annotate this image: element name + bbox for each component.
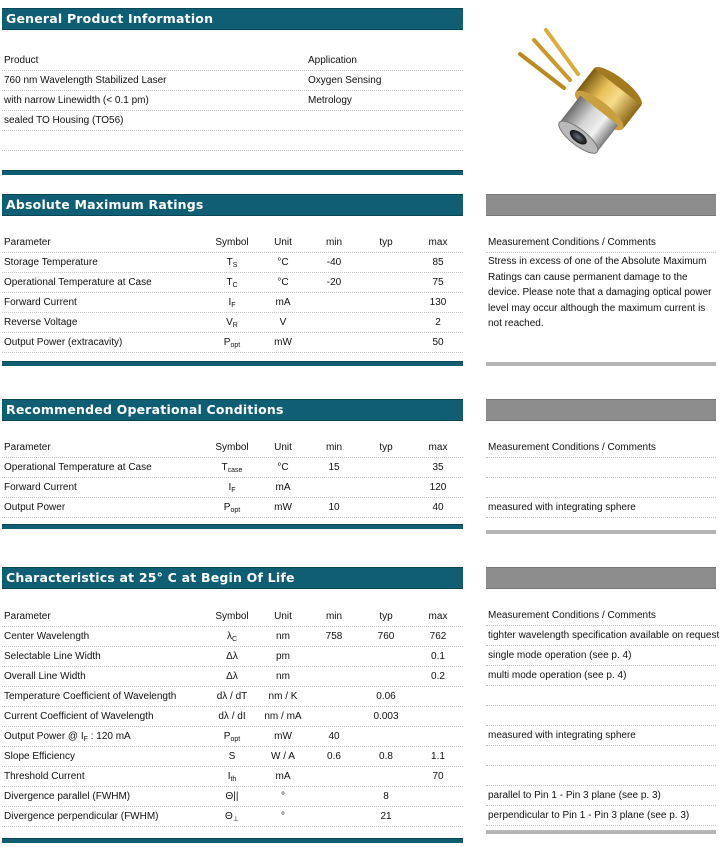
symbol-cell <box>198 253 266 275</box>
col-comments: Measurement Conditions / Comments <box>486 606 716 626</box>
absolute-max-section <box>2 194 463 366</box>
symbol-cell <box>198 313 266 335</box>
parameter-text: Overall Line Width <box>4 671 86 682</box>
table-row <box>2 253 463 273</box>
symbol-text: P <box>223 731 231 742</box>
comment-row: tighter wavelength specification available on request <box>486 626 716 646</box>
parameter-cell <box>4 707 154 726</box>
recommended-section <box>2 399 463 529</box>
symbol-subscript: case <box>227 467 243 474</box>
general-product-header: General Product Information <box>2 8 463 30</box>
parameter-text: Divergence perpendicular (FWHM) <box>4 811 159 822</box>
max-cell: 75 <box>432 277 444 288</box>
characteristics-column-headers <box>2 607 463 627</box>
characteristics-comment-header <box>486 567 716 589</box>
parameter-text: Output Power (extracavity) <box>4 337 123 348</box>
comment-row: single mode operation (see p. 4) <box>486 646 716 666</box>
symbol-text: dλ / dT <box>216 691 248 702</box>
table-row <box>2 687 463 707</box>
symbol-text: I <box>228 297 232 308</box>
col-min: min <box>325 611 343 622</box>
parameter-text: Forward Current <box>4 297 77 308</box>
max-cell: 70 <box>432 771 444 782</box>
parameter-text: Forward Current <box>4 482 77 493</box>
col-parameter: Parameter <box>4 611 51 622</box>
absolute-footer-bar <box>2 361 463 366</box>
col-typ: typ <box>379 442 393 453</box>
table-row <box>2 313 463 333</box>
symbol-cell <box>198 807 266 829</box>
comment-row <box>486 706 716 726</box>
parameter-cell <box>4 667 86 686</box>
parameter-cell <box>4 647 101 666</box>
comment-row <box>486 458 716 478</box>
unit-cell: V <box>279 317 287 328</box>
unit-cell: ° <box>281 811 285 822</box>
unit-cell: mA <box>275 482 291 493</box>
unit-cell: pm <box>276 651 290 662</box>
parameter-cell <box>4 727 131 749</box>
symbol-cell <box>198 333 266 355</box>
unit-cell: mA <box>275 297 291 308</box>
unit-cell: mW <box>274 337 292 348</box>
unit-cell: mA <box>275 771 291 782</box>
absolute-max-header: Absolute Maximum Ratings <box>2 194 463 216</box>
col-parameter: Parameter <box>4 442 51 453</box>
min-cell: 10 <box>328 502 340 513</box>
absolute-column-headers <box>2 233 463 253</box>
symbol-cell <box>198 273 266 295</box>
symbol-subscript: th <box>230 776 237 783</box>
typ-cell: 8 <box>383 791 389 802</box>
symbol-cell <box>198 293 266 315</box>
unit-cell: °C <box>277 462 289 473</box>
table-row <box>2 627 463 647</box>
general-row <box>2 91 463 111</box>
comment-row <box>486 686 716 706</box>
table-row <box>2 273 463 293</box>
parameter-cell <box>4 313 77 332</box>
symbol-text: Δλ <box>226 651 238 662</box>
table-row <box>2 333 463 353</box>
parameter-text: Threshold Current <box>4 771 85 782</box>
typ-cell: 0.06 <box>376 691 396 702</box>
min-cell: 758 <box>325 631 343 642</box>
parameter-cell <box>4 273 152 292</box>
table-row <box>2 293 463 313</box>
max-cell: 35 <box>432 462 444 473</box>
table-row <box>2 498 463 518</box>
table-row <box>2 458 463 478</box>
parameter-cell <box>4 807 159 826</box>
parameter-tail: : 120 mA <box>87 731 131 742</box>
symbol-cell <box>198 458 266 480</box>
symbol-subscript: opt <box>230 507 241 514</box>
col-parameter: Parameter <box>4 237 51 248</box>
product-cell: sealed TO Housing (TO56) <box>4 115 124 126</box>
unit-cell: °C <box>277 257 289 268</box>
max-cell: 40 <box>432 502 444 513</box>
general-column-headers <box>2 51 463 71</box>
table-row <box>2 667 463 687</box>
parameter-text: Reverse Voltage <box>4 317 78 328</box>
absolute-comment-footer <box>486 362 716 366</box>
col-unit: Unit <box>274 237 292 248</box>
application-cell: Oxygen Sensing <box>308 75 382 86</box>
symbol-text: T <box>226 257 233 268</box>
parameter-text: Temperature Coefficient of Wavelength <box>4 691 177 702</box>
symbol-cell <box>198 647 266 666</box>
symbol-subscript: F <box>231 302 236 309</box>
col-min: min <box>325 237 343 248</box>
unit-cell: mW <box>274 731 292 742</box>
comment-row: multi mode operation (see p. 4) <box>486 666 716 686</box>
general-row <box>2 71 463 91</box>
recommended-comment-header <box>486 399 716 421</box>
comment-row <box>486 478 716 498</box>
col-min: min <box>325 442 343 453</box>
application-label: Application <box>308 55 357 66</box>
unit-cell: nm / mA <box>264 711 302 722</box>
comment-row <box>486 766 716 786</box>
absolute-comment-header <box>486 194 716 216</box>
characteristics-comments <box>486 606 720 826</box>
product-label: Product <box>4 55 39 66</box>
symbol-subscript: opt <box>230 342 241 349</box>
symbol-text: λ <box>226 631 232 642</box>
table-row <box>2 727 463 747</box>
symbol-text: Δλ <box>226 671 238 682</box>
min-cell: -20 <box>326 277 342 288</box>
symbol-cell <box>198 627 266 649</box>
symbol-text: dλ / dI <box>218 711 246 722</box>
typ-cell: 0.8 <box>379 751 393 762</box>
comment-row: perpendicular to Pin 1 - Pin 3 plane (see p. 3) <box>486 806 716 826</box>
symbol-cell <box>198 767 266 789</box>
col-symbol: Symbol <box>215 442 249 453</box>
symbol-cell <box>198 747 266 766</box>
col-symbol: Symbol <box>215 611 249 622</box>
symbol-cell <box>198 707 266 726</box>
symbol-cell <box>198 667 266 686</box>
table-row <box>2 478 463 498</box>
parameter-cell <box>4 627 89 646</box>
min-cell: 15 <box>328 462 340 473</box>
min-cell: 0.6 <box>327 751 341 762</box>
parameter-cell <box>4 498 65 517</box>
parameter-text: Operational Temperature at Case <box>4 277 152 288</box>
unit-cell: °C <box>277 277 289 288</box>
symbol-cell <box>198 478 266 500</box>
recommended-column-headers <box>2 438 463 458</box>
col-typ: typ <box>379 237 393 248</box>
symbol-subscript: C <box>232 282 238 289</box>
parameter-cell <box>4 293 77 312</box>
comment-row: measured with integrating sphere <box>486 726 716 746</box>
parameter-subscript: F <box>83 736 88 743</box>
symbol-subscript: R <box>232 322 238 329</box>
unit-cell: W / A <box>271 751 295 762</box>
parameter-text: Divergence parallel (FWHM) <box>4 791 131 802</box>
symbol-cell <box>198 727 266 749</box>
max-cell: 0.1 <box>431 651 445 662</box>
application-cell: Metrology <box>308 95 352 106</box>
max-cell: 0.2 <box>431 671 445 682</box>
col-typ: typ <box>379 611 393 622</box>
parameter-text: Operational Temperature at Case <box>4 462 152 473</box>
col-max: max <box>428 611 448 622</box>
col-symbol: Symbol <box>215 237 249 248</box>
general-product-section <box>2 8 463 175</box>
characteristics-footer-bar <box>2 838 463 843</box>
symbol-text: V <box>226 317 233 328</box>
parameter-text: Output Power <box>4 502 66 513</box>
symbol-text: I <box>227 771 231 782</box>
col-unit: Unit <box>274 611 292 622</box>
laser-diode-image <box>508 22 668 172</box>
parameter-text: Current Coefficient of Wavelength <box>4 711 154 722</box>
col-unit: Unit <box>274 442 292 453</box>
max-cell: 2 <box>435 317 441 328</box>
absolute-comment-text: Stress in excess of one of the Absolute Maximum Ratings can cause permanent damage to the device. Please note that a damaging optical power level may occur although the maximum current is not reached. <box>488 256 712 329</box>
table-row <box>2 767 463 787</box>
general-row <box>2 111 463 131</box>
unit-cell: mW <box>274 502 292 513</box>
recommended-footer-bar <box>2 524 463 529</box>
col-comments: Measurement Conditions / Comments <box>486 438 716 458</box>
recommended-comments <box>486 438 716 518</box>
general-footer-bar <box>2 170 463 175</box>
unit-cell: nm / K <box>268 691 298 702</box>
typ-cell: 760 <box>377 631 395 642</box>
parameter-text: Selectable Line Width <box>4 651 101 662</box>
max-cell: 50 <box>432 337 444 348</box>
general-row <box>2 131 463 151</box>
unit-cell: nm <box>276 631 290 642</box>
comment-row <box>486 746 716 766</box>
min-cell: 40 <box>328 731 340 742</box>
symbol-cell <box>198 498 266 520</box>
parameter-cell <box>4 767 85 786</box>
parameter-text: Output Power @ I <box>4 731 84 742</box>
min-cell: -40 <box>326 257 342 268</box>
product-cell: with narrow Linewidth (< 0.1 pm) <box>4 95 149 106</box>
max-cell: 85 <box>432 257 444 268</box>
unit-cell: nm <box>276 671 290 682</box>
table-row <box>2 647 463 667</box>
max-cell: 1.1 <box>431 751 445 762</box>
parameter-cell <box>4 687 176 706</box>
table-row <box>2 707 463 727</box>
parameter-cell <box>4 253 98 272</box>
recommended-comment-footer <box>486 530 716 534</box>
max-cell: 120 <box>429 482 447 493</box>
symbol-subscript: ⊥ <box>232 816 239 823</box>
unit-cell: ° <box>281 791 285 802</box>
typ-cell: 0.003 <box>373 711 399 722</box>
max-cell: 762 <box>429 631 447 642</box>
recommended-header: Recommended Operational Conditions <box>2 399 463 421</box>
max-cell: 130 <box>429 297 447 308</box>
table-row <box>2 747 463 767</box>
typ-cell: 21 <box>380 811 392 822</box>
col-comments: Measurement Conditions / Comments <box>486 233 716 253</box>
parameter-cell <box>4 478 77 497</box>
symbol-text: Θ <box>225 811 233 822</box>
symbol-text: Θ|| <box>225 791 239 802</box>
table-row <box>2 807 463 827</box>
parameter-cell <box>4 458 152 477</box>
symbol-subscript: C <box>231 636 238 643</box>
comment-row: parallel to Pin 1 - Pin 3 plane (see p. 3) <box>486 786 716 806</box>
parameter-text: Slope Efficiency <box>4 751 75 762</box>
parameter-text: Center Wavelength <box>4 631 90 642</box>
symbol-subscript: S <box>232 262 238 269</box>
symbol-text: I <box>228 482 232 493</box>
characteristics-comment-footer <box>486 830 716 834</box>
symbol-text: T <box>226 277 233 288</box>
symbol-text: S <box>228 751 236 762</box>
table-row <box>2 787 463 807</box>
product-cell: 760 nm Wavelength Stabilized Laser <box>4 75 167 86</box>
parameter-cell <box>4 747 75 766</box>
characteristics-section <box>2 567 463 843</box>
parameter-cell <box>4 333 122 352</box>
symbol-cell <box>198 787 266 806</box>
symbol-subscript: opt <box>230 736 241 743</box>
col-max: max <box>428 237 448 248</box>
symbol-cell <box>198 687 266 706</box>
absolute-comments <box>486 233 716 333</box>
comment-row: measured with integrating sphere <box>486 498 716 518</box>
symbol-subscript: F <box>231 487 236 494</box>
symbol-text: T <box>221 462 228 473</box>
symbol-text: P <box>223 337 231 348</box>
symbol-text: P <box>223 502 231 513</box>
parameter-text: Storage Temperature <box>4 257 98 268</box>
characteristics-header: Characteristics at 25° C at Begin Of Life <box>2 567 463 589</box>
parameter-cell <box>4 787 130 806</box>
col-max: max <box>428 442 448 453</box>
